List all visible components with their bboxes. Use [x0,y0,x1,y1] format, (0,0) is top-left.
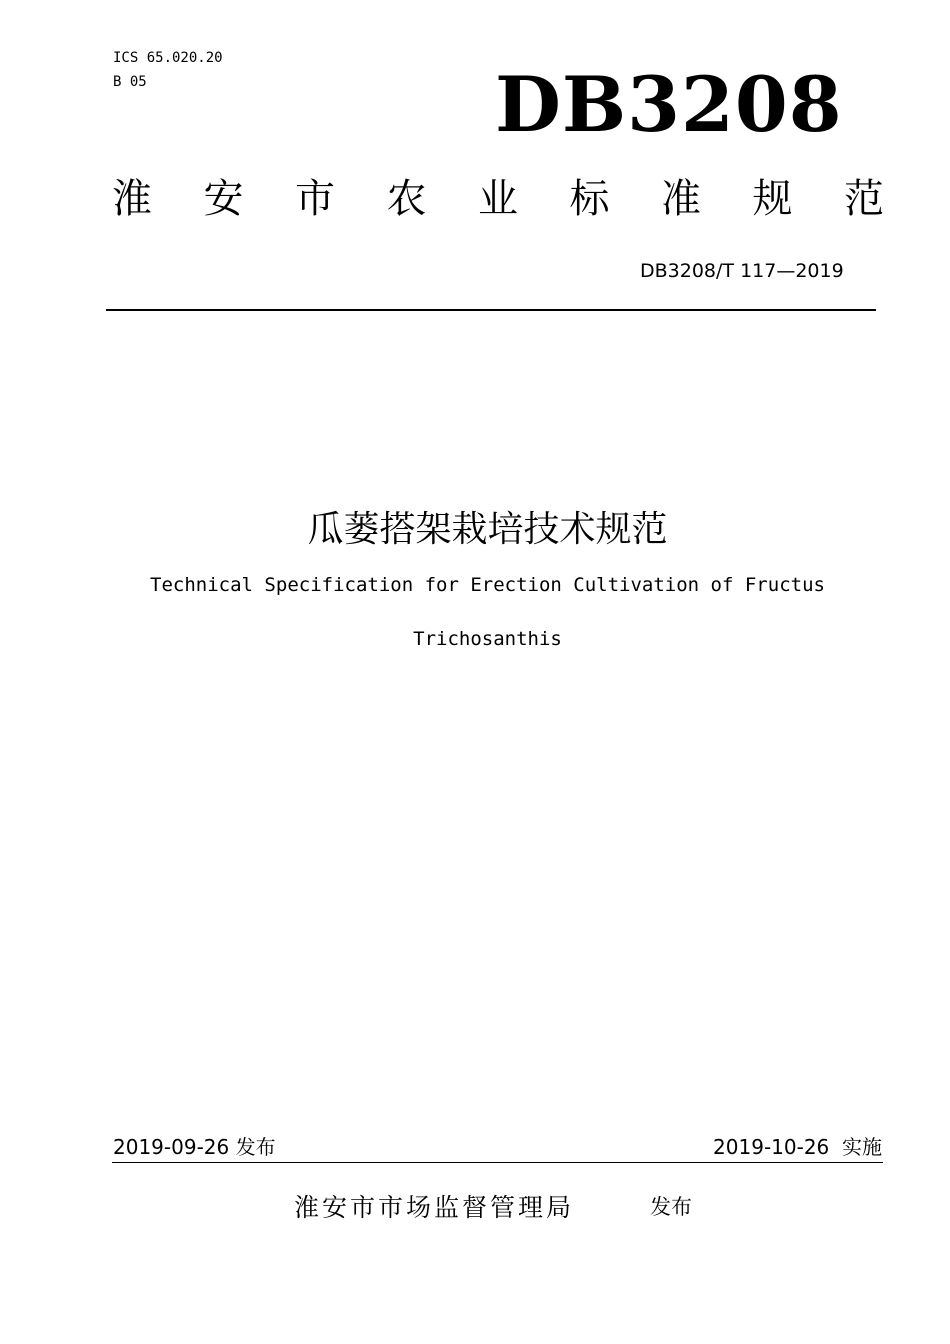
standard-number: DB3208/T 117—2019 [640,260,844,282]
effective-date: 2019-10-26 实施 [713,1135,882,1159]
document-title-en-line1: Technical Specification for Erection Cultivation of Fructus [150,574,825,596]
standard-type-char: 业 [478,176,518,222]
standard-type-char: 标 [569,176,610,222]
footer-divider [112,1162,883,1163]
document-title-cn: 瓜蒌搭架栽培技术规范 [307,509,668,550]
header-divider [106,309,876,311]
standard-type-char: 市 [295,176,335,222]
standard-code-logo: DB3208 [495,60,843,149]
document-title-en-line2: Trichosanthis [413,628,562,650]
standard-type-char: 范 [844,176,884,222]
classification-code: B 05 [113,74,147,90]
standard-type-heading [112,172,884,226]
standard-type-char: 淮 [112,176,152,222]
issuing-action: 发布 [650,1195,692,1219]
standard-type-char: 安 [203,176,244,222]
publish-date: 2019-09-26 发布 [113,1135,276,1159]
ics-code: ICS 65.020.20 [113,50,223,66]
standard-type-char: 农 [386,176,427,222]
standard-type-char: 准 [661,176,701,222]
standard-type-char: 规 [752,176,793,222]
issuing-authority: 淮安市市场监督管理局 [294,1193,575,1222]
